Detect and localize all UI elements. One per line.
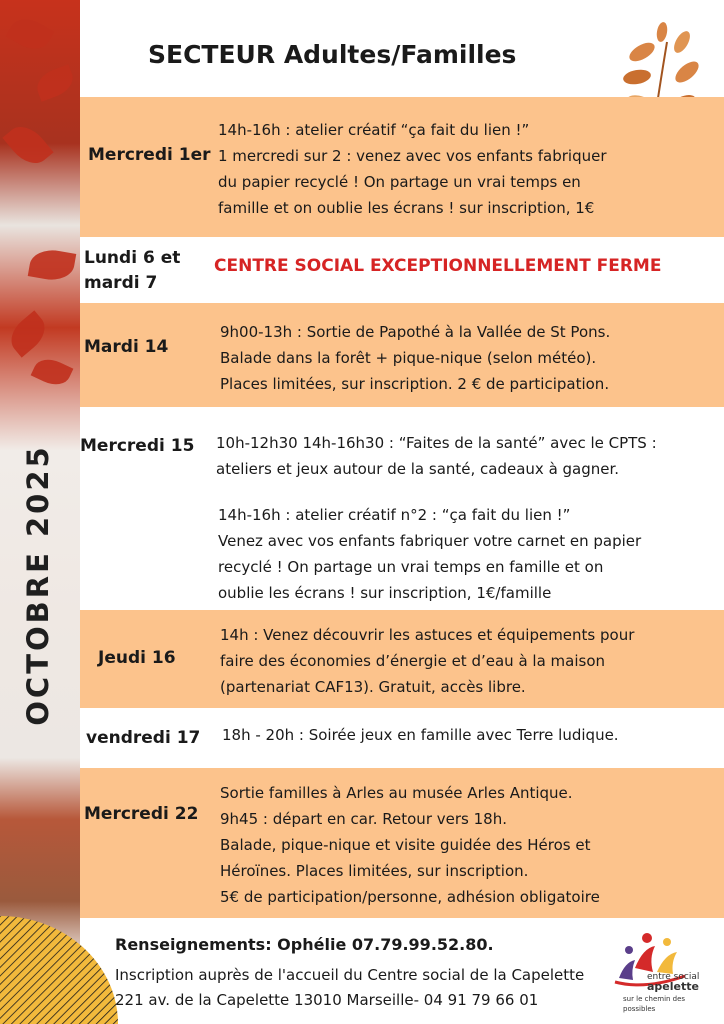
page-title: SECTEUR Adultes/Familles [148, 40, 517, 69]
autumn-leaf-decoration [2, 119, 53, 172]
hatched-circle-decoration [0, 916, 118, 1024]
event-description: 14h-16h : atelier créatif “ça fait du lien !” 1 mercredi sur 2 : venez avec vos enfants fabriquer du papier recyclé ! On partage un vrai temps en famille et on oublie les écrans ! sur inscription, 1€ [218, 121, 607, 217]
event-day: Jeudi 16 [98, 648, 176, 668]
contact-info: Renseignements: Ophélie 07.79.99.52.80. [115, 935, 494, 954]
event-description: 14h : Venez découvrir les astuces et équipements pour faire des économies d’énergie et d’eau à la maison (partenariat CAF13). Gratuit, accès libre. [220, 626, 635, 696]
logo-line-1: entre social [647, 972, 700, 982]
event-row-lundi-6 [80, 240, 724, 300]
event-row-mercredi-1 [80, 97, 724, 237]
event-row-mercredi-15 [80, 410, 724, 608]
event-description: 10h-12h30 14h-16h30 : “Faites de la santé” avec le CPTS : ateliers et jeux autour de la santé, cadeaux à gagner. [216, 434, 657, 478]
logo-line-2: apelette [647, 980, 699, 993]
event-row-vendredi-17 [80, 712, 724, 764]
inscription-info: Inscription auprès de l'accueil du Centre social de la Capelette [115, 966, 585, 984]
event-description: 9h00-13h : Sortie de Papothé à la Vallée de St Pons. Balade dans la forêt + pique-nique (selon météo). Places limitées, sur inscription. 2 € de participation. [220, 323, 611, 393]
autumn-leaf-decoration [28, 246, 77, 283]
event-description-2: 14h-16h : atelier créatif n°2 : “ça fait du lien !” Venez avec vos enfants fabriquer votre carnet en papier recyclé ! On partage un vrai temps en famille et on oublie les écrans ! sur inscription, 1€/famille [218, 506, 642, 602]
address-info: 221 av. de la Capelette 13010 Marseille- 04 91 79 66 01 [115, 991, 539, 1009]
autumn-leaf-decoration [6, 12, 55, 56]
month-vertical-label: OCTOBRE 2025 [21, 444, 55, 726]
logo-line-3: sur le chemin des possibles [623, 995, 686, 1013]
closure-notice: CENTRE SOCIAL EXCEPTIONNELLEMENT FERME [214, 256, 662, 276]
autumn-leaf-decoration [31, 354, 74, 391]
centre-social-capelette-logo [605, 928, 713, 1016]
event-day: Mercredi 15 [80, 436, 195, 456]
event-row-mercredi-22 [80, 768, 724, 918]
event-day: vendredi 17 [86, 728, 201, 748]
autumn-leaf-decoration [4, 310, 53, 357]
event-day: Lundi 6 et mardi 7 [84, 248, 181, 293]
event-row-jeudi-16 [80, 610, 724, 708]
event-description: 18h - 20h : Soirée jeux en famille avec Terre ludique. [222, 726, 619, 744]
event-row-mardi-14 [80, 303, 724, 407]
autumn-leaf-decoration [33, 64, 78, 101]
event-description: Sortie familles à Arles au musée Arles Antique. 9h45 : départ en car. Retour vers 18h. Balade, pique-nique et visite guidée des Héros et Héroïnes. Places limitées, sur inscription. 5€ de participation/personne, adhésion obligatoire [220, 784, 600, 906]
event-day: Mardi 14 [84, 337, 169, 357]
event-day: Mercredi 22 [84, 804, 199, 824]
event-day: Mercredi 1er [88, 145, 211, 165]
